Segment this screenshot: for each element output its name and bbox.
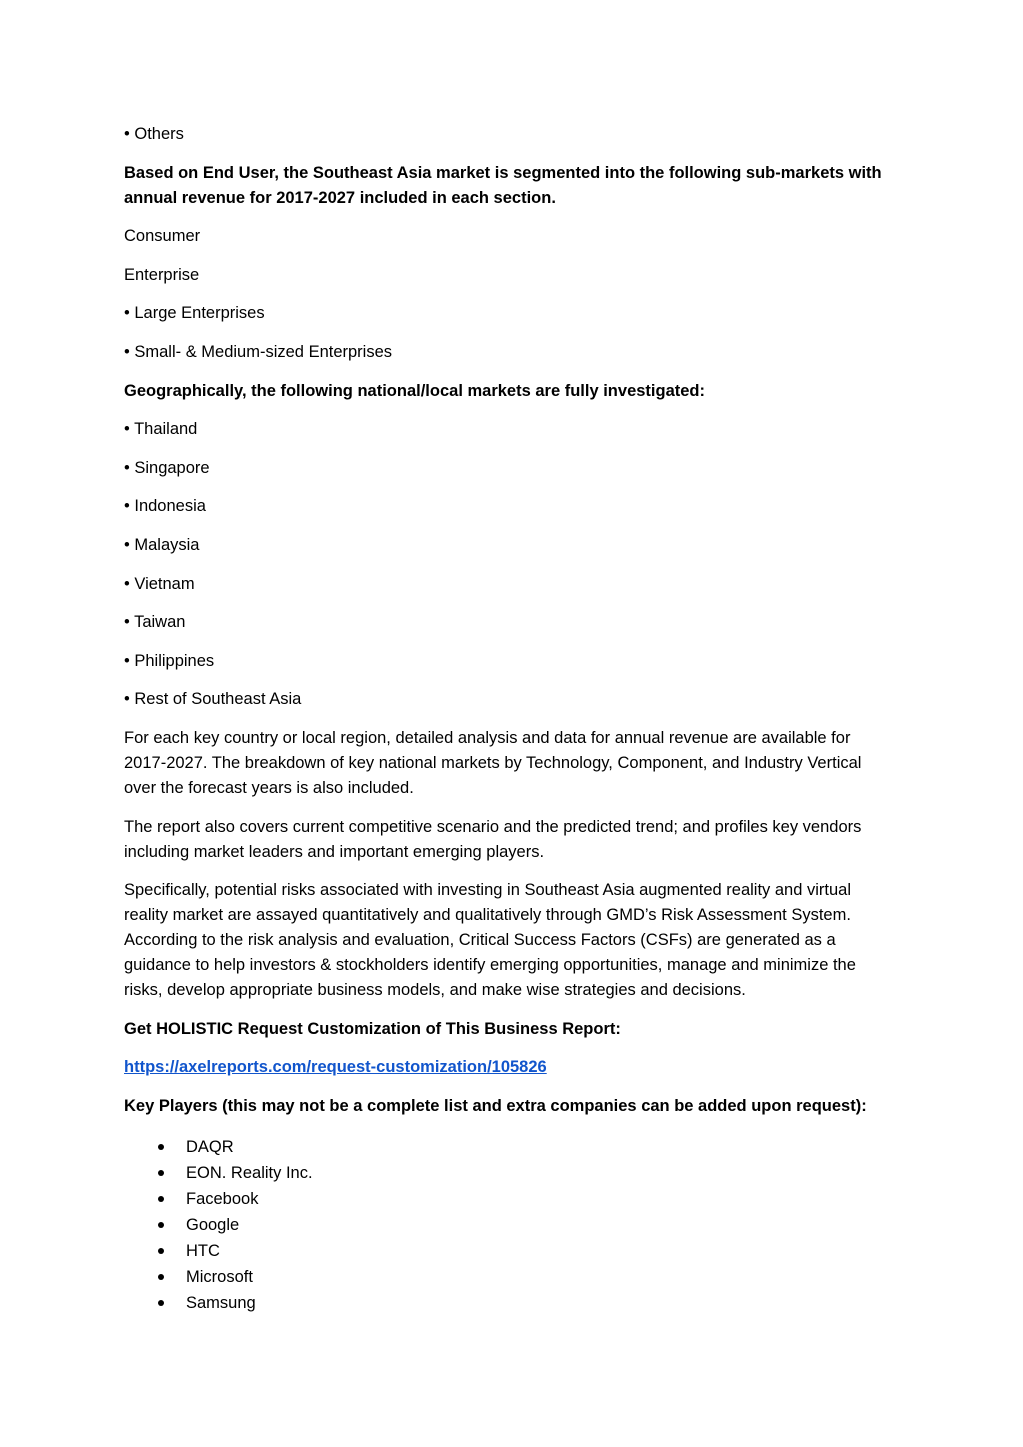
key-player-name: Google	[186, 1215, 240, 1234]
key-player-name: Microsoft	[186, 1267, 253, 1286]
key-player-name: HTC	[186, 1241, 220, 1260]
paragraph: • Large Enterprises	[124, 304, 265, 323]
section-heading: Geographically, the following national/local markets are fully investigated:	[124, 381, 705, 400]
key-player-item	[124, 1264, 894, 1290]
key-player-item	[124, 1186, 894, 1212]
paragraph: • Rest of Southeast Asia	[124, 690, 302, 709]
paragraph: Enterprise	[124, 265, 200, 284]
paragraph: • Others	[124, 125, 184, 143]
paragraph: The report also covers current competitive scenario and the predicted trend; and profiles key vendors including market leaders and important emerging players.	[124, 817, 862, 861]
paragraph: • Indonesia	[124, 497, 206, 516]
customization-link-paragraph	[124, 1055, 894, 1080]
bullet-icon	[158, 1248, 164, 1254]
key-player-item	[124, 1238, 894, 1264]
paragraph: • Vietnam	[124, 574, 195, 593]
customization-link[interactable]: https://axelreports.com/request-customization/105826	[124, 1058, 547, 1077]
bullet-icon	[158, 1222, 164, 1228]
paragraph: • Philippines	[124, 651, 215, 670]
bullet-icon	[158, 1144, 164, 1150]
section-heading: Get HOLISTIC Request Customization of This Business Report:	[124, 1019, 621, 1038]
key-player-name: EON. Reality Inc.	[186, 1163, 313, 1182]
paragraph: • Malaysia	[124, 535, 200, 554]
paragraph: • Small- & Medium-sized Enterprises	[124, 342, 393, 361]
document-body	[124, 122, 894, 1042]
key-player-item	[124, 1212, 894, 1238]
bullet-icon	[158, 1170, 164, 1176]
section-heading: Based on End User, the Southeast Asia market is segmented into the following sub-markets with annual revenue for 2017-2027 included in each section.	[124, 163, 882, 207]
paragraph: • Thailand	[124, 420, 198, 439]
paragraph: Specifically, potential risks associated with investing in Southeast Asia augmented reality and virtual reality market are assayed quantitatively and qualitatively through GMD’s Risk Assessment System. According to the risk analysis and evaluation, Critical Success Factors (CSFs) are generated as a guidance to help investors & stockholders identify emerging opportunities, manage and minimize the risks, develop appropriate business models, and make wise strategies and decisions.	[124, 881, 856, 1000]
key-player-name: Facebook	[186, 1189, 259, 1208]
paragraph: For each key country or local region, detailed analysis and data for annual revenue are available for 2017-2027. The breakdown of key national markets by Technology, Component, and Industry Vertical over the forecast years is also included.	[124, 728, 862, 797]
paragraph: • Taiwan	[124, 613, 186, 632]
paragraph: Consumer	[124, 227, 201, 246]
key-player-item	[124, 1290, 894, 1316]
bullet-icon	[158, 1300, 164, 1306]
key-players-list	[124, 1134, 894, 1316]
bullet-icon	[158, 1274, 164, 1280]
key-player-item	[124, 1134, 894, 1160]
key-player-item	[124, 1160, 894, 1186]
paragraph: • Singapore	[124, 458, 210, 477]
key-player-name: Samsung	[186, 1293, 256, 1312]
bullet-icon	[158, 1196, 164, 1202]
key-player-name: DAQR	[186, 1137, 234, 1156]
document-page	[124, 122, 894, 1316]
key-players-heading: Key Players (this may not be a complete list and extra companies can be added upon request):	[124, 1096, 867, 1115]
